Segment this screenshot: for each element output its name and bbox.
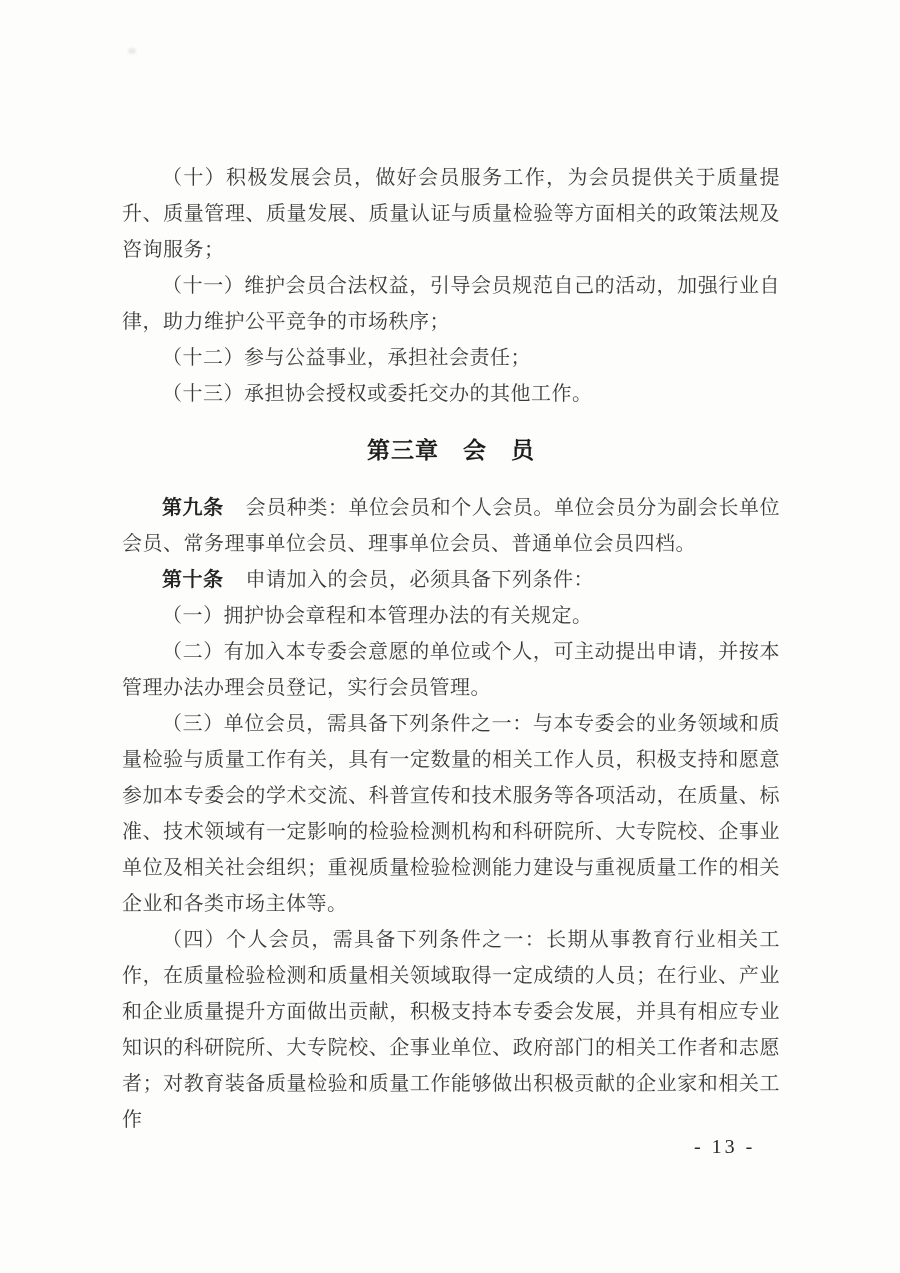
article-9-text: 会员种类：单位会员和个人会员。单位会员分为副会长单位会员、常务理事单位会员、理事单位会员、普通单位会员四档。 (122, 497, 781, 555)
clause-paragraph-12: （十二）参与公益事业，承担社会责任； (162, 347, 531, 369)
condition-paragraph-4: （四）个人会员，需具备下列条件之一：长期从事教育行业相关工作，在质量检验检测和质量相关领域取得一定成绩的人员；在行业、产业和企业质量提升方面做出贡献，积极支持本专委会发展，并具有相应专业知识的科研院所、大专院校、企事业单位、政府部门的相关工作者和志愿者；对教育装备质量检验和质量工作能够做出积极贡献的企业家和相关工作 (122, 929, 780, 1131)
article-10-paragraph (122, 562, 780, 598)
clause-paragraph-13: （十三）承担协会授权或委托交办的其他工作。 (162, 383, 593, 405)
article-10-text: 申请加入的会员，必须具备下列条件： (245, 569, 594, 591)
chapter-heading: 第三章 会 员 (367, 437, 535, 463)
clause-paragraph-10: （十）积极发展会员，做好会员服务工作，为会员提供关于质量提升、质量管理、质量发展、质量认证与质量检验等方面相关的政策法规及咨询服务； (122, 167, 780, 261)
condition-paragraph-3: （三）单位会员，需具备下列条件之一：与本专委会的业务领域和质量检验与质量工作有关，具有一定数量的相关工作人员，积极支持和愿意参加本专委会的学术交流、科普宣传和技术服务等各项活动，在质量、标准、技术领域有一定影响的检验检测机构和科研院所、大专院校、企事业单位及相关社会组织；重视质量检验检测能力建设与重视质量工作的相关企业和各类市场主体等。 (122, 713, 780, 915)
page-content (122, 160, 780, 1138)
condition-paragraph-2: （二）有加入本专委会意愿的单位或个人，可主动提出申请，并按本管理办法办理会员登记，实行会员管理。 (122, 641, 780, 699)
scan-artifact (128, 48, 136, 54)
article-9-paragraph (122, 490, 780, 562)
clause-paragraph-11: （十一）维护会员合法权益，引导会员规范自己的活动，加强行业自律，助力维护公平竞争的市场秩序； (122, 275, 780, 333)
article-10-number: 第十条 (162, 569, 224, 591)
article-9-number: 第九条 (162, 497, 224, 519)
page-number: - 13 - (694, 1136, 756, 1158)
condition-paragraph-1: （一）拥护协会章程和本管理办法的有关规定。 (162, 605, 593, 627)
